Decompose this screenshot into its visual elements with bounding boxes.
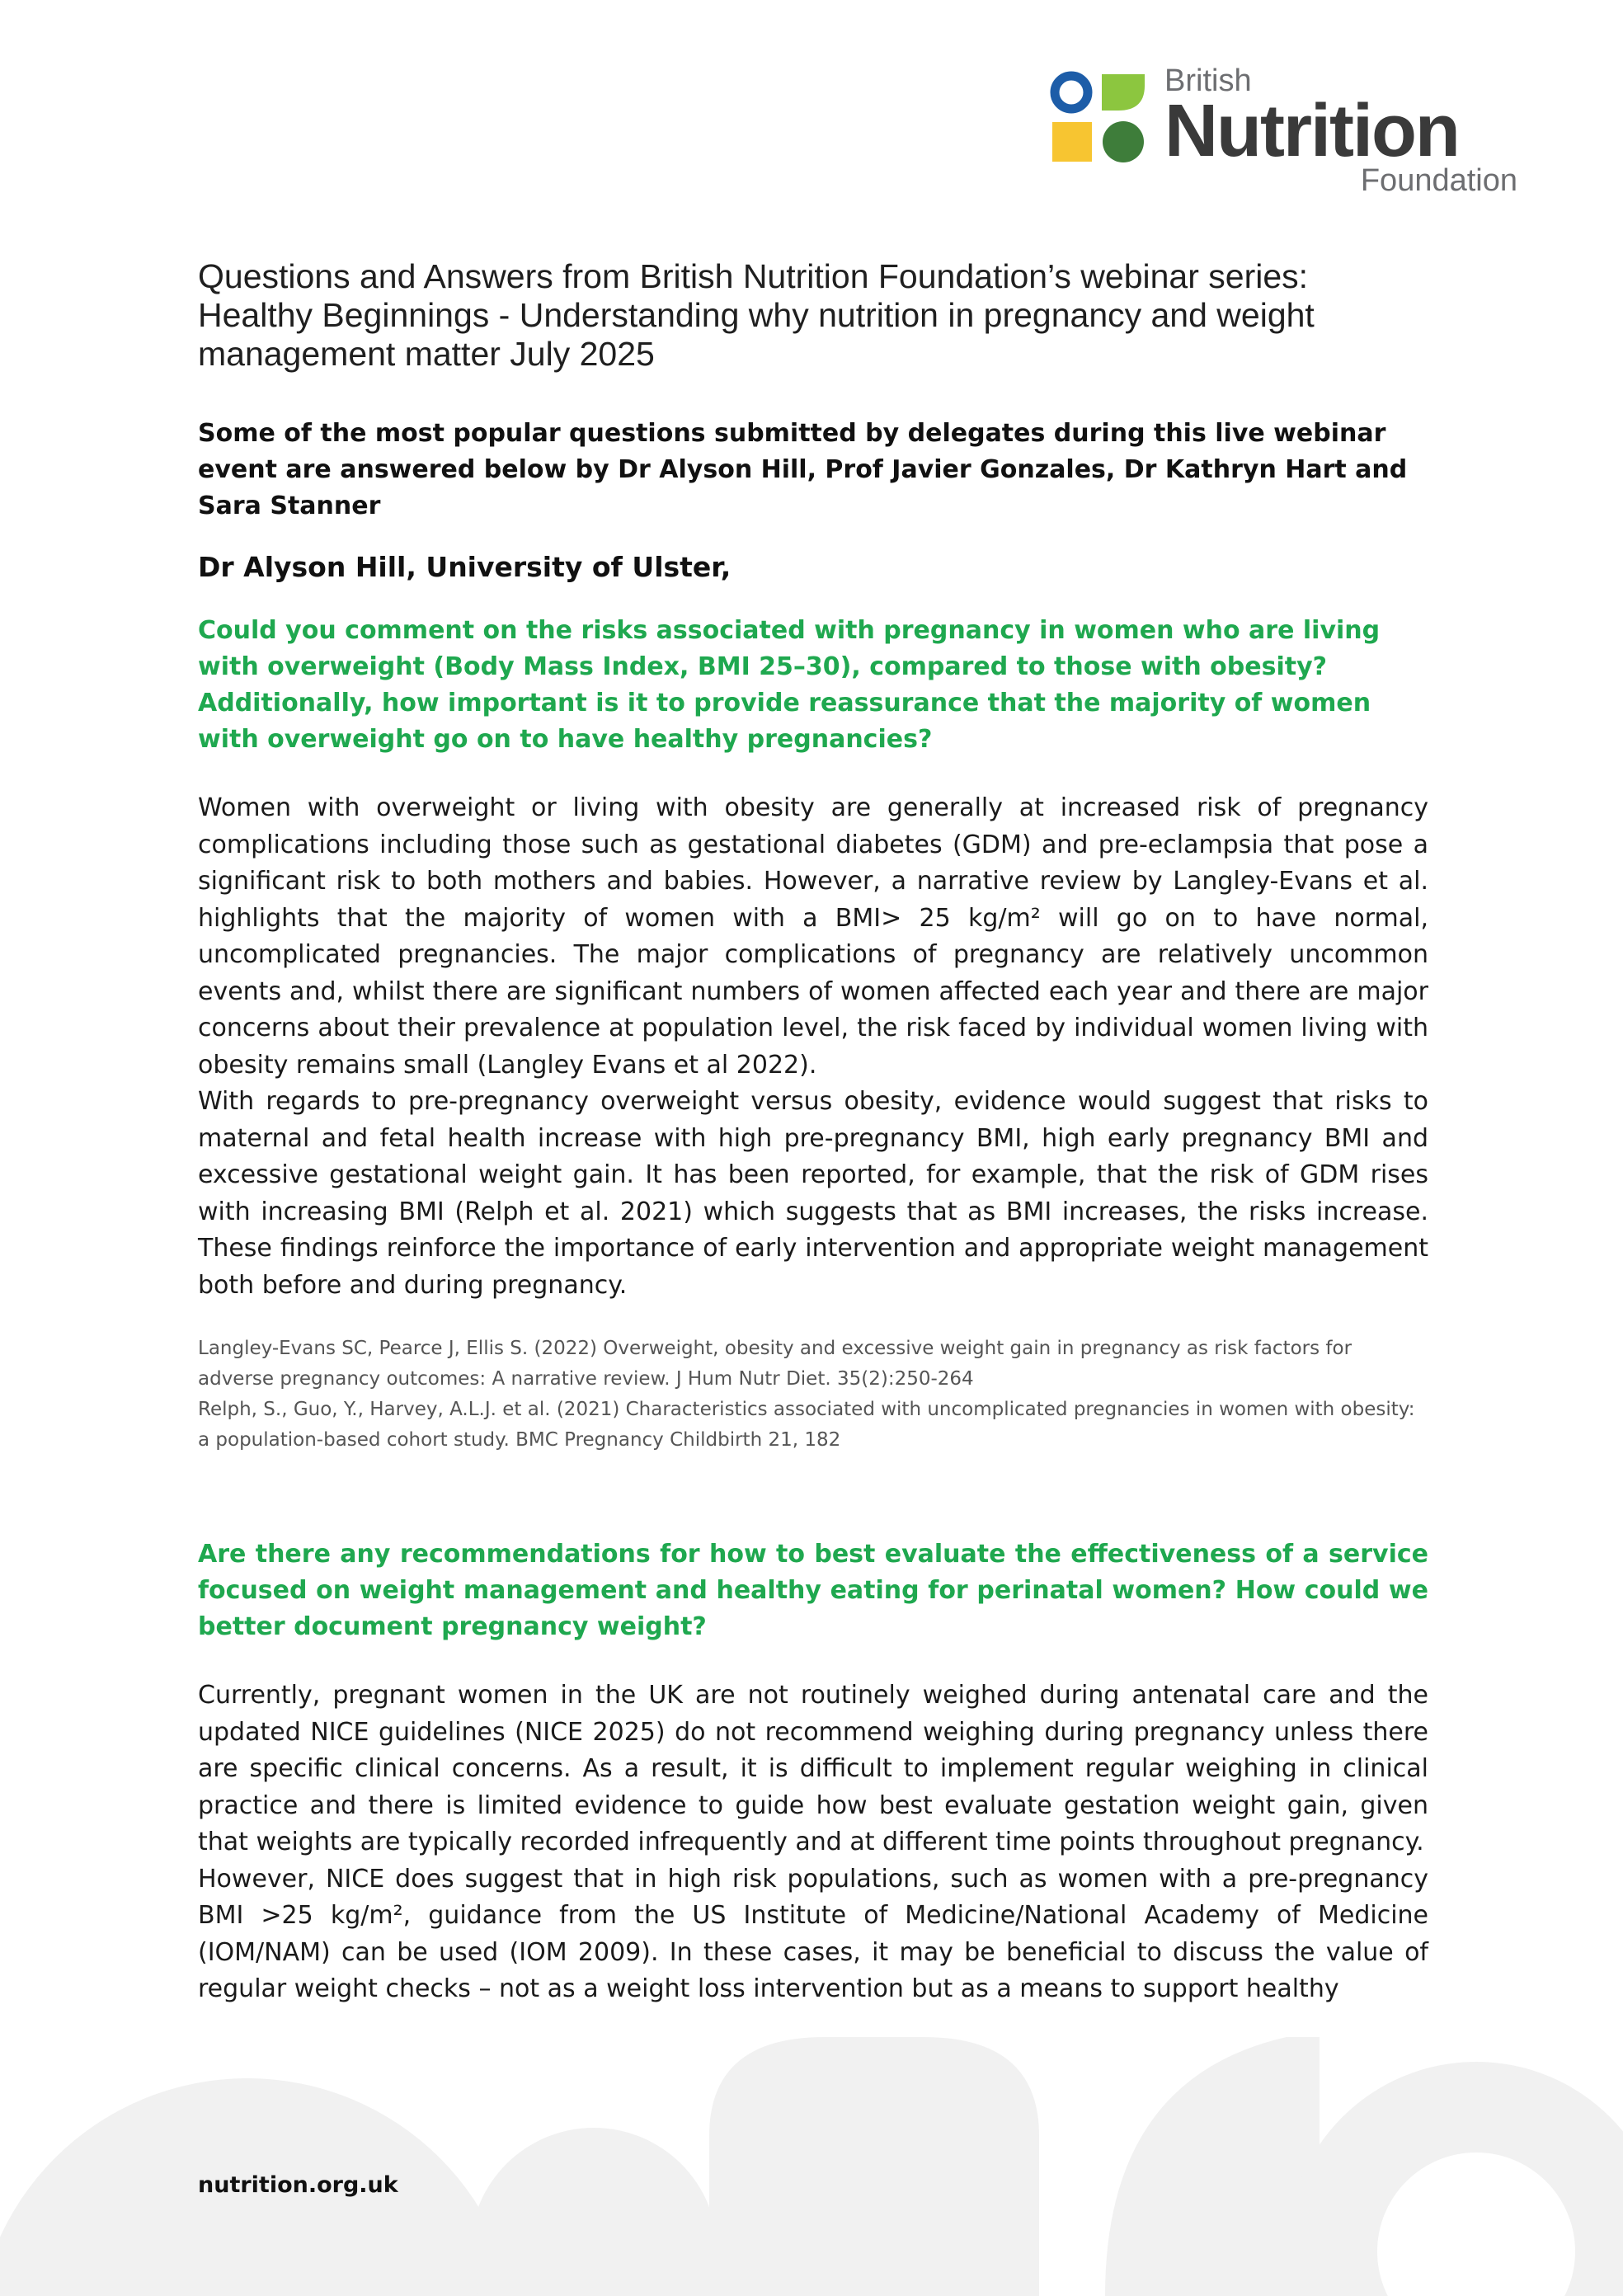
logo-wordmark (1164, 64, 1527, 198)
logo-yellow-square-shape (1052, 122, 1092, 162)
background-watermark (0, 2004, 1623, 2296)
document-title: Questions and Answers from British Nutrition Foundation’s webinar series: Healthy Beginnings - Understanding why nutrition in pregnancy and weight management matter July 2025 (198, 257, 1315, 373)
answer-2-paragraph-2: However, NICE does suggest that in high risk populations, such as women with a pre-pregnancy BMI >25 kg/m², guidance from the US Institute of Medicine/National Academy of Medicine (IOM/NAM) can be used (IOM 2009). In these cases, it may be beneficial to discuss the value of regular weight checks – not as a weight loss intervention but as a means to support healthy (198, 1864, 1428, 2003)
reference-2: Relph, S., Guo, Y., Harvey, A.L.J. et al. (2021) Characteristics associated with uncomplicated pregnancies in women with obesity: a population-based cohort study. BMC Pregnancy Childbirth 21, 182 (198, 1399, 1415, 1451)
logo-mark-icon (1047, 69, 1155, 168)
footer-url: nutrition.org.uk (198, 2172, 398, 2198)
answer-2-paragraph-1: Currently, pregnant women in the UK are not routinely weighed during antenatal care and the updated NICE guidelines (NICE 2025) do not recommend weighing during pregnancy unless there are specific clinical concerns. As a result, it is difficult to implement regular weighing in clinical practice and there is limited evidence to guide how best evaluate gestation weight gain, given that weights are typically recorded infrequently and at different time points throughout pregnancy. (198, 1681, 1428, 1856)
document-body (198, 257, 1428, 2008)
reference-1: Langley-Evans SC, Pearce J, Ellis S. (2022) Overweight, obesity and excessive weight gain in pregnancy as risk factors for adverse pregnancy outcomes: A narrative review. J Hum Nutr Diet. 35(2):250-264 (198, 1338, 1352, 1390)
references (198, 1334, 1428, 1456)
question-1: Could you comment on the risks associated with pregnancy in women who are living with overweight (Body Mass Index, BMI 25–30), compared to those with obesity? Additionally, how important is it to provide reassurance that the majority of women with overweight go on to have healthy pregnancies? (198, 616, 1381, 754)
section-spacer (198, 1456, 1428, 1536)
answer-1 (198, 790, 1428, 1304)
logo-nutrition-text: Nutrition (1164, 90, 1459, 172)
watermark-small-circle-shape (470, 2128, 717, 2296)
logo-green-circle-shape (1103, 121, 1144, 162)
watermark-arch-shape (709, 2037, 1039, 2296)
speaker-heading: Dr Alyson Hill, University of Ulster, (198, 551, 732, 583)
british-nutrition-foundation-logo (1047, 64, 1526, 205)
logo-lime-leaf-shape (1102, 74, 1145, 111)
answer-1-paragraph-1: Women with overweight or living with obesity are generally at increased risk of pregnancy complications including those such as gestational diabetes (GDM) and pre-eclampsia that pose a significant risk to both mothers and babies. However, a narrative review by Langley-Evans et al. highlights that the majority of women with a BMI> 25 kg/m² will go on to have normal, uncomplicated pregnancies. The major complications of pregnancy are relatively uncommon events and, whilst there are significant numbers of women affected each year and there are major concerns about their prevalence at population level, the risk faced by individual women living with obesity remains small (Langley Evans et al 2022). (198, 793, 1428, 1080)
logo-foundation-text: Foundation (1360, 163, 1517, 198)
question-2: Are there any recommendations for how to best evaluate the effectiveness of a service focused on weight management and healthy eating for perinatal women? How could we better document pregnancy weight? (198, 1540, 1428, 1641)
answer-2 (198, 1677, 1428, 2008)
logo-blue-ring-shape (1055, 76, 1088, 109)
logo-british-text: British (1164, 64, 1252, 98)
intro-paragraph: Some of the most popular questions submitted by delegates during this live webinar event are answered below by Dr Alyson Hill, Prof Javier Gonzales, Dr Kathryn Hart and Sara Stanner (198, 419, 1408, 520)
answer-1-paragraph-2: With regards to pre-pregnancy overweight versus obesity, evidence would suggest that risks to maternal and fetal health increase with high pre-pregnancy BMI, high early pregnancy BMI and excessive gestational weight gain. It has been reported, for example, that the risk of GDM rises with increasing BMI (Relph et al. 2021) which suggests that as BMI increases, the risks increase. These findings reinforce the importance of early intervention and appropriate weight management both before and during pregnancy. (198, 1087, 1428, 1300)
